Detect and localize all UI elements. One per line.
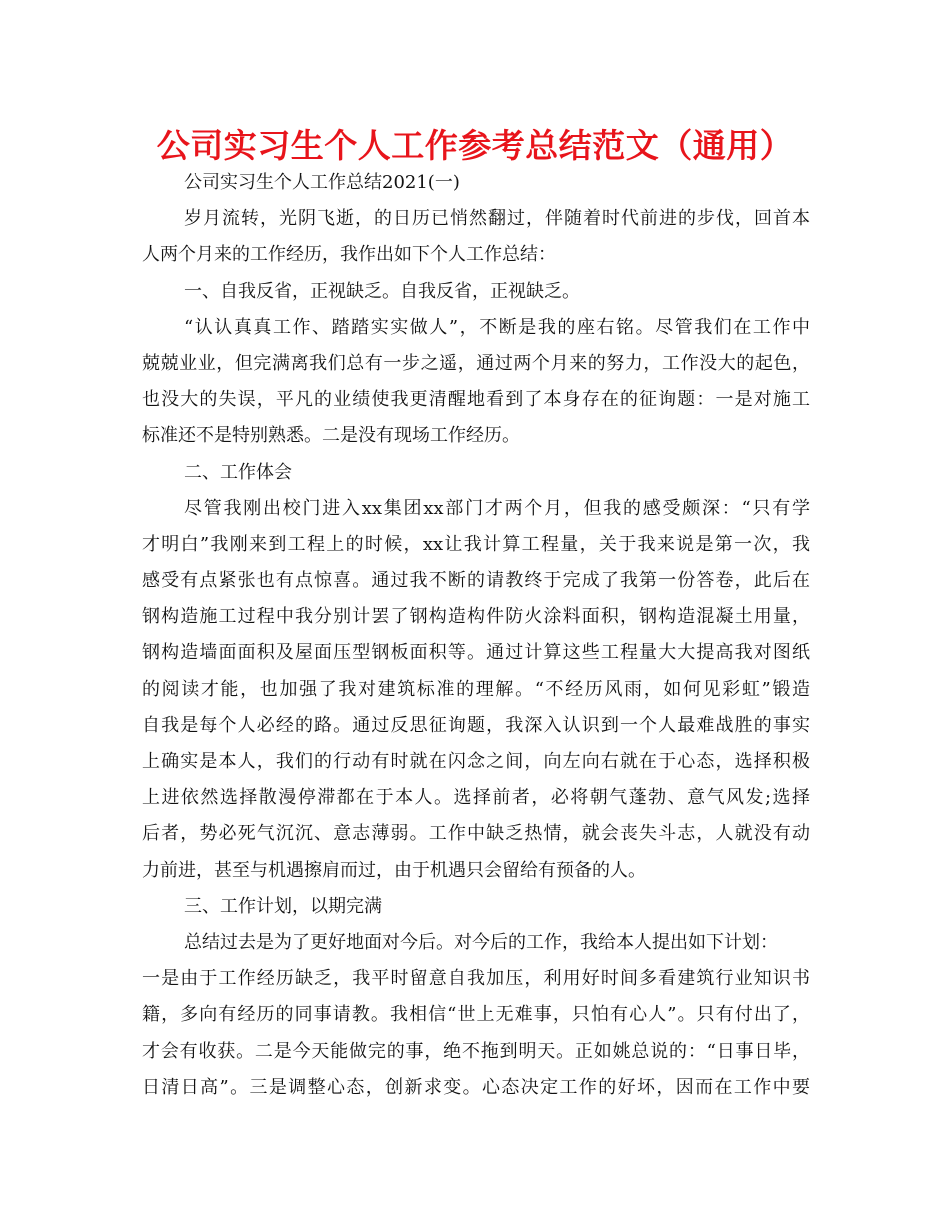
text-line: 一、自我反省，正视缺乏。自我反省，正视缺乏。 [184,280,580,302]
text-line: 也没大的失误，平凡的业绩使我更清醒地看到了本身存在的征询题：一是对施工 [142,389,810,411]
text-line: 总结过去是为了更好地面对今后。对今后的工作，我给本人提出如下计划： [184,931,778,953]
text-line: 感受有点紧张也有点惊喜。通过我不断的请教终于完成了我第一份答卷，此后在 [142,570,810,592]
text-line: “认认真真工作、踏踏实实做人”，不断是我的座右铭。尽管我们在工作中 [184,316,810,338]
text-line: 日清日高”。三是调整心态，创新求变。心态决定工作的好坏，因而在工作中要 [142,1076,810,1098]
text-line: 后者，势必死气沉沉、意志薄弱。工作中缺乏热情，就会丧失斗志，人就没有动 [142,823,810,845]
text-line: 标准还不是特别熟悉。二是没有现场工作经历。 [142,425,520,447]
text-line: 公司实习生个人工作总结2021(一) [184,172,460,193]
text-line: 的阅读才能，也加强了我对建筑标准的理解。“不经历风雨，如何见彩虹”锻造 [142,678,810,700]
text-line: 钢构造施工过程中我分别计罢了钢构造构件防火涂料面积，钢构造混凝土用量， [142,606,810,628]
text-line: 才明白”我刚来到工程上的时候，xx让我计算工程量，关于我来说是第一次，我 [142,533,810,555]
text-line: 人两个月来的工作经历，我作出如下个人工作总结： [142,244,556,266]
document-title: 公司实习生个人工作参考总结范文（通用） [156,126,794,165]
text-line: 籍，多向有经历的同事请教。我相信“世上无难事，只怕有心人”。只有付出了， [142,1004,810,1026]
text-line: 钢构造墙面面积及屋面压型钢板面积等。通过计算这些工程量大大提高我对图纸 [142,642,810,664]
text-line: 自我是每个人必经的路。通过反思征询题，我深入认识到一个人最难战胜的事实 [142,714,810,736]
text-line: 力前进，甚至与机遇擦肩而过，由于机遇只会留给有预备的人。 [142,859,646,881]
text-line: 上确实是本人，我们的行动有时就在闪念之间，向左向右就在于心态，选择积极 [142,751,810,772]
text-line: 兢兢业业，但完满离我们总有一步之遥，通过两个月来的努力，工作没大的起色， [142,352,810,374]
document-body [142,165,810,1106]
text-line: 岁月流转，光阴飞逝，的日历已悄然翻过，伴随着时代前进的步伐，回首本 [184,208,810,230]
text-line: 上进依然选择散漫停滞都在于本人。选择前者，必将朝气蓬勃、意气风发;选择 [142,787,810,809]
text-line: 一是由于工作经历缺乏，我平时留意自我加压，利用好时间多看建筑行业知识书 [142,968,810,990]
text-line: 才会有收获。二是今天能做完的事，绝不拖到明天。正如姚总说的：“日事日毕， [142,1040,810,1062]
text-line: 三、工作计划，以期完满 [184,895,382,917]
text-line: 二、工作体会 [184,461,292,483]
text-line: 尽管我刚出校门进入xx集团xx部门才两个月，但我的感受颇深：“只有学 [184,497,810,519]
